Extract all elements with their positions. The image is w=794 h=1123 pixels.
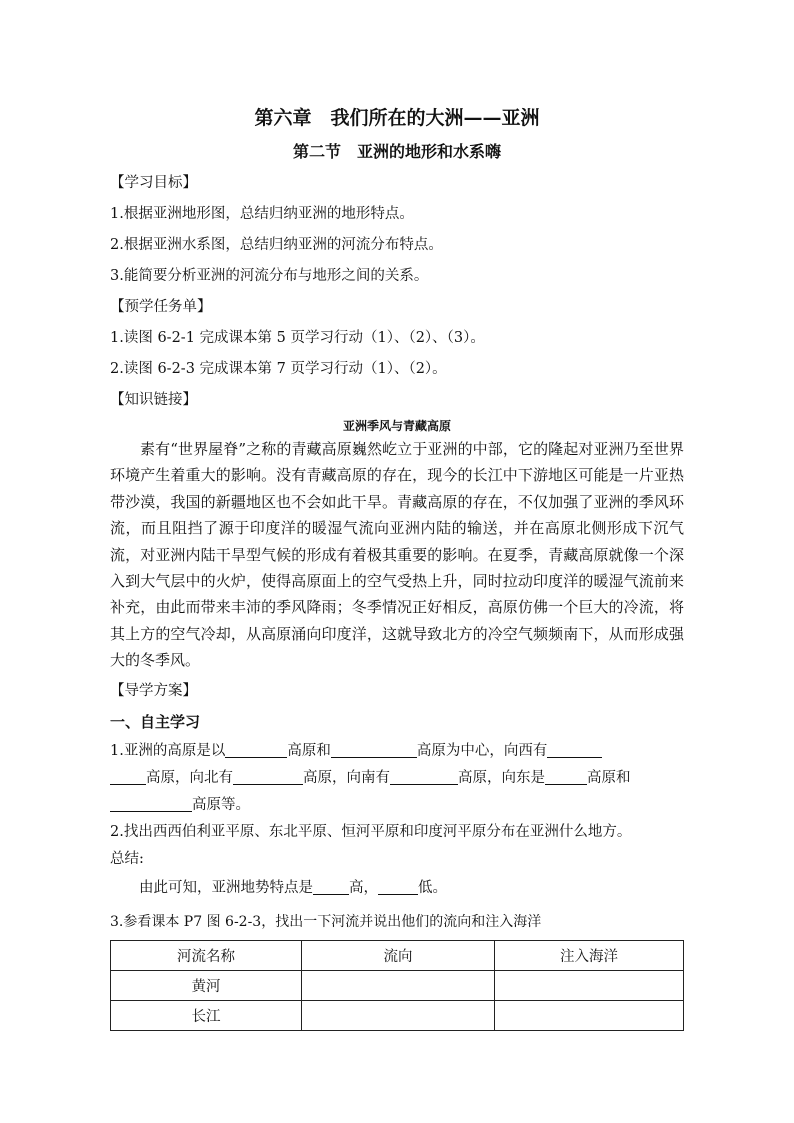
header-river-name: 河流名称 [111, 940, 302, 970]
blank-field[interactable] [545, 768, 587, 785]
goal-item-3: 3.能简要分析亚洲的河流分布与地形之间的关系。 [110, 268, 429, 284]
goal-item-2: 2.根据亚洲水系图，总结归纳亚洲的河流分布特点。 [110, 237, 443, 253]
self-study-heading: 一、自主学习 [110, 712, 201, 731]
guide-heading: 【导学方案】 [110, 682, 197, 699]
ocean-cell[interactable] [495, 1000, 684, 1030]
river-table [110, 940, 684, 1031]
blank-field[interactable] [378, 878, 418, 895]
blank-field[interactable] [233, 768, 303, 785]
blank-field[interactable] [390, 768, 458, 785]
blank-field[interactable] [225, 741, 287, 758]
goals-heading: 【学习目标】 [110, 175, 197, 191]
page-title: 第六章 我们所在的大洲——亚洲 [254, 107, 540, 129]
blank-field[interactable] [313, 878, 349, 895]
header-ocean: 注入海洋 [495, 940, 684, 970]
blank-field[interactable] [331, 741, 417, 758]
conclusion-line: 由此可知，亚洲地势特点是 高， 低。 [139, 879, 447, 896]
preview-item-1: 1.读图 6-2-1 完成课本第 5 页学习行动（1）、（2）、（3）。 [110, 330, 485, 346]
preview-heading: 【预学任务单】 [110, 299, 212, 315]
section-subtitle: 第二节 亚洲的地形和水系嗨 [292, 142, 501, 161]
river-name-cell: 长江 [111, 1000, 302, 1030]
summary-label: 总结: [110, 850, 144, 867]
river-name-cell: 黄河 [111, 970, 302, 1000]
goal-item-1: 1.根据亚洲地形图，总结归纳亚洲的地形特点。 [110, 206, 414, 222]
blank-field[interactable] [547, 741, 602, 758]
ocean-cell[interactable] [495, 970, 684, 1000]
preview-item-2: 2.读图 6-2-3 完成课本第 7 页学习行动（1）、（2）。 [110, 361, 447, 377]
flow-direction-cell[interactable] [302, 1000, 495, 1030]
question-1: 1.亚洲的高原是以 高原和 高原为中心，向西有 高原，向北有 高原，向南有 高原，向东是 高原和 高原等。 [110, 742, 631, 813]
blank-field[interactable] [110, 795, 192, 812]
question-3: 3.参看课本 P7 图 6-2-3，找出一下河流并说出他们的流向和注入海洋 [110, 913, 542, 930]
table-row [111, 970, 684, 1000]
article-body: 素有“世界屋脊”之称的青藏高原巍然屹立于亚洲的中部，它的隆起对亚洲乃至世界环境产生着重大的影响。没有青藏高原的存在，现今的长江中下游地区可能是一片亚热带沙漠，我国的新疆地区也不会如此干旱。青藏高原的存在，不仅加强了亚洲的季风环流，而且阻挡了源于印度洋的暖湿气流向亚洲内陆的输送，并在高原北侧形成下沉气流，对亚洲内陆干旱型气候的形成有着极其重要的影响。在夏季，青藏高原就像一个深入到大气层中的火炉，使得高原面上的空气受热上升，同时拉动印度洋的暖湿气流前来补充，由此而带来丰沛的季风降雨；冬季情况正好相反，高原仿佛一个巨大的冷流，将其上方的空气冷却，从高原涌向印度洋，这就导致北方的冷空气频频南下，从而形成强大的冬季风。 [110, 440, 684, 670]
table-row [111, 1000, 684, 1030]
knowledge-heading: 【知识链接】 [110, 392, 197, 408]
flow-direction-cell[interactable] [302, 970, 495, 1000]
blank-field[interactable] [110, 768, 146, 785]
document-page [110, 100, 684, 1031]
header-flow-direction: 流向 [302, 940, 495, 970]
article-title: 亚洲季风与青藏高原 [342, 419, 451, 433]
question-2: 2.找出西西伯利亚平原、东北平原、恒河平原和印度河平原分布在亚洲什么地方。 [110, 823, 632, 840]
table-header-row [111, 940, 684, 970]
